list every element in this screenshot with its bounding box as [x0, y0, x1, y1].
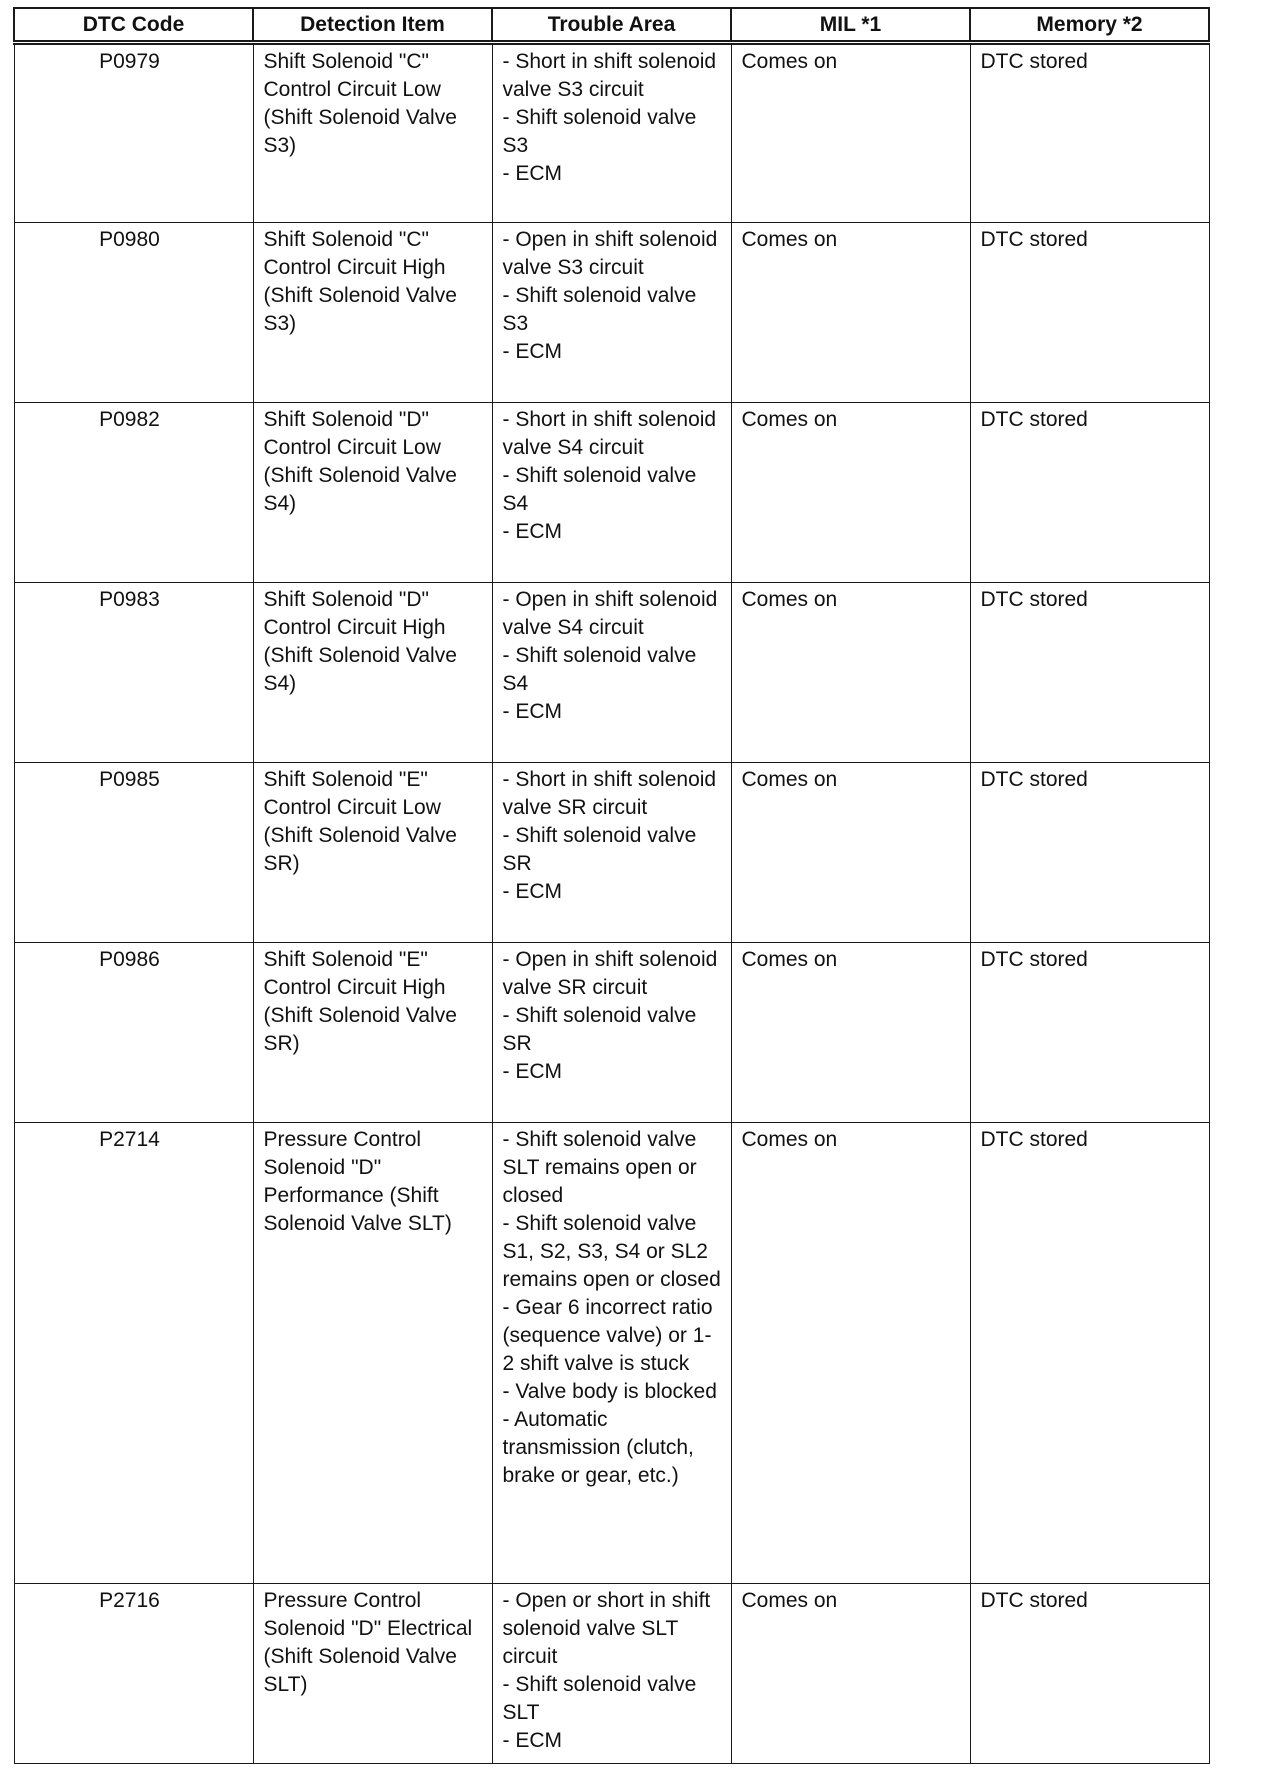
- trouble-area-line: - ECM: [502, 1060, 562, 1083]
- trouble-area-cell: [492, 1123, 731, 1584]
- dtc-code-cell: P0985: [14, 763, 253, 943]
- memory-cell: DTC stored: [970, 43, 1209, 223]
- mil-cell: Comes on: [731, 403, 970, 583]
- memory-cell: DTC stored: [970, 1584, 1209, 1764]
- trouble-area-cell: [492, 1584, 731, 1764]
- mil-cell: Comes on: [731, 763, 970, 943]
- trouble-area-line: - ECM: [502, 700, 562, 723]
- memory-cell: DTC stored: [970, 763, 1209, 943]
- header-row: [14, 8, 1209, 43]
- memory-cell: DTC stored: [970, 583, 1209, 763]
- dtc-code-cell: P2716: [14, 1584, 253, 1764]
- detection-item-cell: Shift Solenoid "D" Control Circuit High (Shift Solenoid Valve S4): [253, 583, 492, 763]
- trouble-area-line: - Short in shift solenoid valve S4 circuit: [502, 408, 717, 459]
- trouble-area-line: - ECM: [502, 1729, 562, 1752]
- header-trouble-area: Trouble Area: [492, 8, 731, 43]
- trouble-area-line: - ECM: [502, 520, 562, 543]
- memory-cell: DTC stored: [970, 403, 1209, 583]
- trouble-area-line: - Short in shift solenoid valve SR circuit: [502, 768, 717, 819]
- trouble-area-line: - Shift solenoid valve S1, S2, S3, S4 or SL2 remains open or closed: [502, 1212, 721, 1291]
- mil-cell: Comes on: [731, 1123, 970, 1584]
- trouble-area-line: - Shift solenoid valve S3: [502, 284, 697, 335]
- trouble-area-line: - ECM: [502, 162, 562, 185]
- table-row: [14, 763, 1209, 943]
- trouble-area-line: - Automatic transmission (clutch, brake or gear, etc.): [502, 1408, 694, 1487]
- trouble-area-cell: [492, 763, 731, 943]
- trouble-area-line: - Open in shift solenoid valve SR circuit: [502, 948, 718, 999]
- header-detection-item: Detection Item: [253, 8, 492, 43]
- table-row: [14, 943, 1209, 1123]
- trouble-area-line: - Gear 6 incorrect ratio (sequence valve) or 1-2 shift valve is stuck: [502, 1296, 713, 1375]
- memory-cell: DTC stored: [970, 1123, 1209, 1584]
- detection-item-cell: Shift Solenoid "D" Control Circuit Low (Shift Solenoid Valve S4): [253, 403, 492, 583]
- trouble-area-line: - Shift solenoid valve SLT: [502, 1673, 697, 1724]
- trouble-area-cell: [492, 223, 731, 403]
- dtc-code-cell: P0980: [14, 223, 253, 403]
- header-memory: Memory *2: [970, 8, 1209, 43]
- dtc-code-cell: P0986: [14, 943, 253, 1123]
- detection-item-cell: Shift Solenoid "E" Control Circuit Low (Shift Solenoid Valve SR): [253, 763, 492, 943]
- trouble-area-line: - Shift solenoid valve S4: [502, 644, 697, 695]
- trouble-area-cell: [492, 43, 731, 223]
- trouble-area-line: - Open in shift solenoid valve S3 circuit: [502, 228, 718, 279]
- mil-cell: Comes on: [731, 1584, 970, 1764]
- detection-item-cell: Shift Solenoid "C" Control Circuit Low (Shift Solenoid Valve S3): [253, 43, 492, 223]
- mil-cell: Comes on: [731, 583, 970, 763]
- dtc-table: [13, 7, 1210, 1764]
- trouble-area-line: - ECM: [502, 880, 562, 903]
- trouble-area-line: - Open in shift solenoid valve S4 circuit: [502, 588, 718, 639]
- memory-cell: DTC stored: [970, 223, 1209, 403]
- trouble-area-cell: [492, 943, 731, 1123]
- trouble-area-line: - Shift solenoid valve S3: [502, 106, 697, 157]
- mil-cell: Comes on: [731, 943, 970, 1123]
- trouble-area-line: - Open or short in shift solenoid valve SLT circuit: [502, 1589, 711, 1668]
- header-dtc-code: DTC Code: [14, 8, 253, 43]
- detection-item-cell: Pressure Control Solenoid "D" Electrical (Shift Solenoid Valve SLT): [253, 1584, 492, 1764]
- trouble-area-cell: [492, 403, 731, 583]
- memory-cell: DTC stored: [970, 943, 1209, 1123]
- trouble-area-line: - Short in shift solenoid valve S3 circuit: [502, 50, 717, 101]
- detection-item-cell: Pressure Control Solenoid "D" Performance (Shift Solenoid Valve SLT): [253, 1123, 492, 1584]
- detection-item-cell: Shift Solenoid "C" Control Circuit High (Shift Solenoid Valve S3): [253, 223, 492, 403]
- table-row: [14, 1123, 1209, 1584]
- table-row: [14, 223, 1209, 403]
- trouble-area-line: - Shift solenoid valve SLT remains open or closed: [502, 1128, 697, 1207]
- trouble-area-line: - ECM: [502, 340, 562, 363]
- table-row: [14, 1584, 1209, 1764]
- table-row: [14, 403, 1209, 583]
- trouble-area-cell: [492, 583, 731, 763]
- table-row: [14, 583, 1209, 763]
- trouble-area-line: - Shift solenoid valve SR: [502, 824, 697, 875]
- trouble-area-line: - Valve body is blocked: [502, 1380, 717, 1403]
- dtc-code-cell: P2714: [14, 1123, 253, 1584]
- table-row: [14, 43, 1209, 223]
- dtc-code-cell: P0982: [14, 403, 253, 583]
- detection-item-cell: Shift Solenoid "E" Control Circuit High (Shift Solenoid Valve SR): [253, 943, 492, 1123]
- dtc-code-cell: P0979: [14, 43, 253, 223]
- dtc-code-cell: P0983: [14, 583, 253, 763]
- trouble-area-line: - Shift solenoid valve S4: [502, 464, 697, 515]
- trouble-area-line: - Shift solenoid valve SR: [502, 1004, 697, 1055]
- mil-cell: Comes on: [731, 223, 970, 403]
- mil-cell: Comes on: [731, 43, 970, 223]
- header-mil: MIL *1: [731, 8, 970, 43]
